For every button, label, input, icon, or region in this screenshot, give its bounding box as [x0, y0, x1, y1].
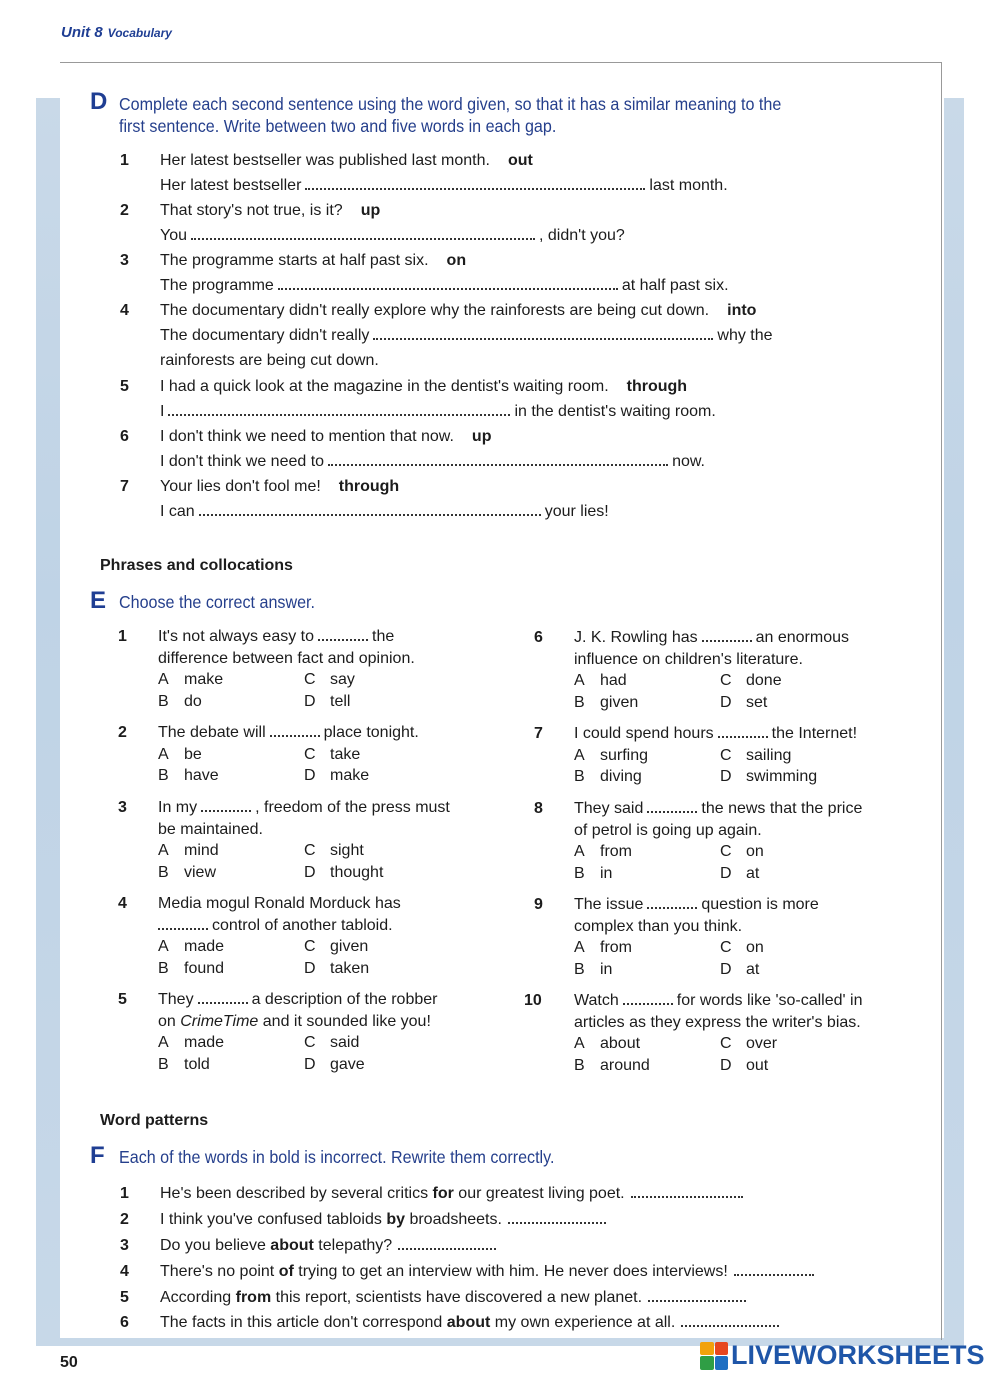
- option-d[interactable]: D swimming: [720, 768, 818, 785]
- option-c[interactable]: C given: [304, 938, 369, 955]
- option-c[interactable]: C sailing: [720, 746, 792, 764]
- answer-gap: [201, 800, 251, 812]
- incorrect-word: of: [278, 1263, 294, 1280]
- answer-gap[interactable]: [168, 402, 510, 416]
- answer-gap[interactable]: [681, 1315, 779, 1327]
- keyword: on: [446, 252, 467, 269]
- answer-gap: [718, 726, 768, 738]
- option-b[interactable]: B diving: [574, 768, 642, 785]
- page-number: 50: [60, 1354, 78, 1371]
- option-b[interactable]: B have: [158, 767, 219, 784]
- brand-name: LIVEWORKSHEETS: [731, 1340, 985, 1370]
- answer-gap: [158, 918, 208, 930]
- section-f-instruction: Each of the words in bold is incorrect. Rewrite them correctly.: [119, 1147, 555, 1167]
- keyword: out: [507, 152, 533, 169]
- option-a[interactable]: A from: [574, 939, 632, 956]
- keyword: up: [360, 202, 381, 219]
- option-d[interactable]: D set: [720, 693, 768, 711]
- keyword: through: [338, 478, 400, 495]
- answer-gap[interactable]: [631, 1186, 743, 1198]
- answer-gap[interactable]: [191, 226, 535, 240]
- answer-gap[interactable]: [305, 176, 645, 190]
- answer-gap[interactable]: [648, 1290, 746, 1302]
- phrases-heading: Phrases and collocations: [100, 557, 293, 574]
- option-d[interactable]: D at: [720, 960, 760, 978]
- option-c[interactable]: C on: [720, 843, 764, 860]
- answer-gap[interactable]: [508, 1212, 606, 1224]
- answer-gap: [647, 897, 697, 909]
- option-b[interactable]: B in: [574, 960, 613, 978]
- liveworksheets-icon: [700, 1342, 728, 1370]
- keyword: into: [727, 302, 757, 319]
- option-a[interactable]: A from: [574, 843, 632, 860]
- liveworksheets-logo: [700, 1340, 985, 1371]
- incorrect-word: about: [446, 1314, 491, 1331]
- answer-gap: [198, 992, 248, 1004]
- option-a[interactable]: A had: [574, 672, 627, 689]
- option-b[interactable]: B do: [158, 692, 202, 710]
- option-d[interactable]: D at: [720, 864, 760, 882]
- option-d[interactable]: D tell: [304, 692, 351, 710]
- option-c[interactable]: C sight: [304, 842, 364, 859]
- option-c[interactable]: C said: [304, 1034, 360, 1051]
- option-d[interactable]: D taken: [304, 959, 370, 977]
- option-a[interactable]: A make: [158, 671, 224, 688]
- section-e-instruction: Choose the correct answer.: [119, 592, 315, 612]
- answer-gap[interactable]: [373, 326, 713, 340]
- answer-gap: [702, 630, 752, 642]
- option-b[interactable]: B found: [158, 959, 225, 977]
- option-b[interactable]: B told: [158, 1055, 210, 1073]
- option-a[interactable]: A surfing: [574, 746, 649, 764]
- section-f-letter: F: [90, 1142, 105, 1169]
- answer-gap[interactable]: [734, 1264, 814, 1276]
- option-c[interactable]: C say: [304, 671, 355, 688]
- word-patterns-heading: Word patterns: [100, 1112, 209, 1129]
- option-a[interactable]: A mind: [158, 842, 219, 859]
- incorrect-word: about: [270, 1237, 314, 1254]
- option-a[interactable]: A made: [158, 938, 225, 955]
- option-b[interactable]: B around: [574, 1056, 650, 1074]
- section-label: Vocabulary: [107, 26, 172, 40]
- option-b[interactable]: B given: [574, 693, 639, 711]
- option-c[interactable]: C on: [720, 939, 764, 956]
- unit-label: Unit 8: [61, 24, 103, 41]
- section-d-instruction: Complete each second sentence using the word given, so that it has a similar meaning to the first sentence. Write between two and five words in each gap.: [119, 94, 782, 136]
- answer-gap: [647, 801, 697, 813]
- option-a[interactable]: A about: [574, 1035, 641, 1052]
- incorrect-word: from: [235, 1289, 272, 1306]
- answer-gap[interactable]: [398, 1238, 496, 1250]
- keyword: up: [471, 428, 492, 445]
- incorrect-word: for: [432, 1185, 454, 1202]
- answer-gap: [270, 725, 320, 737]
- option-d[interactable]: D out: [720, 1056, 769, 1074]
- option-c[interactable]: C done: [720, 672, 782, 689]
- keyword: through: [626, 378, 688, 395]
- option-b[interactable]: B view: [158, 863, 217, 881]
- option-d[interactable]: D make: [304, 767, 370, 784]
- section-d-letter: D: [90, 88, 108, 115]
- option-d[interactable]: D thought: [304, 863, 384, 881]
- answer-gap[interactable]: [328, 452, 668, 466]
- option-a[interactable]: A be: [158, 745, 202, 763]
- option-c[interactable]: C over: [720, 1035, 778, 1052]
- answer-gap: [623, 993, 673, 1005]
- answer-gap: [318, 629, 368, 641]
- incorrect-word: by: [386, 1211, 405, 1228]
- option-d[interactable]: D gave: [304, 1055, 365, 1073]
- option-b[interactable]: B in: [574, 864, 613, 882]
- unit-header: [61, 24, 172, 41]
- answer-gap[interactable]: [278, 276, 618, 290]
- answer-gap[interactable]: [199, 502, 541, 516]
- option-a[interactable]: A made: [158, 1034, 225, 1051]
- section-e-letter: E: [90, 587, 107, 614]
- option-c[interactable]: C take: [304, 745, 361, 763]
